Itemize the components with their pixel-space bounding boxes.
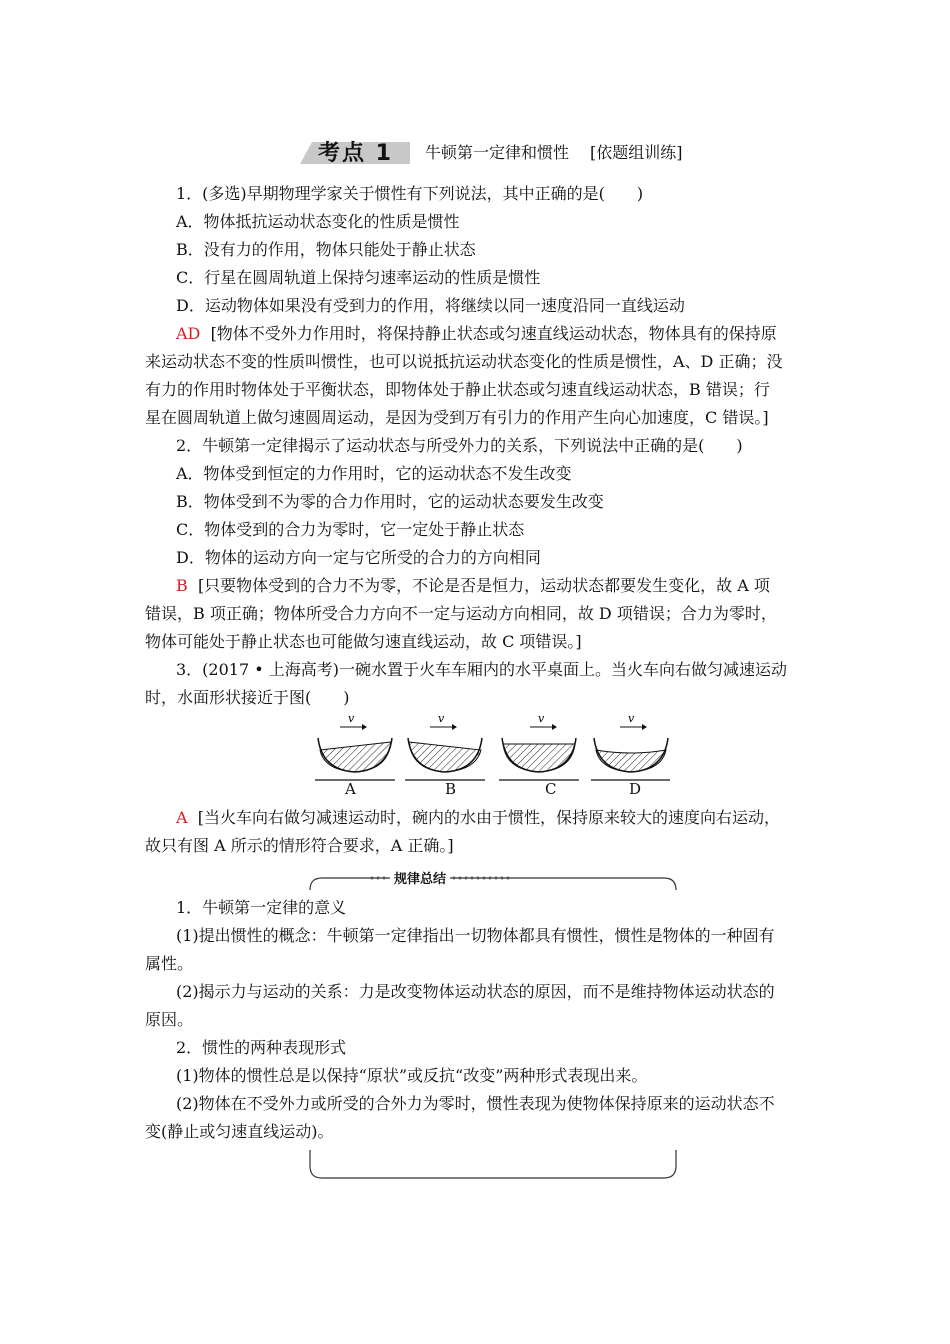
q1-stem: 1．(多选)早期物理学家关于惯性有下列说法，其中正确的是( ) bbox=[176, 184, 644, 203]
summary-line-5: 原因。 bbox=[145, 1010, 194, 1029]
q3-explanation-1: [当火车向右做匀减速运动时，碗内的水由于惯性，保持原来较大的速度向右运动， bbox=[197, 808, 780, 827]
q1-explanation-1: [物体不受外力作用时，将保持静止状态或匀速直线运动状态，物体具有的保持原 bbox=[210, 324, 777, 343]
figure-label-d: D bbox=[629, 780, 642, 798]
q2-option-a: A．物体受到恒定的力作用时，它的运动状态不发生改变 bbox=[176, 464, 572, 483]
q1-option-d: D．运动物体如果没有受到力的作用，将继续以同一速度沿同一直线运动 bbox=[176, 296, 685, 315]
q2-explanation-2: 错误，B 项正确；物体所受合力方向不一定与运动方向相同，故 D 项错误；合力为零时， bbox=[145, 604, 777, 623]
summary-line-3: 属性。 bbox=[145, 954, 194, 973]
summary-line-9: 变(静止或匀速直线运动)。 bbox=[145, 1122, 334, 1141]
bowl-d bbox=[591, 712, 670, 780]
q1-option-b: B．没有力的作用，物体只能处于静止状态 bbox=[176, 240, 476, 259]
q2-answer-line bbox=[176, 576, 770, 596]
q1-explanation-3: 有力的作用时物体处于平衡状态，即物体处于静止状态或匀速直线运动状态，B 错误；行 bbox=[145, 380, 770, 399]
velocity-label-d: v bbox=[628, 712, 635, 725]
q3-stem-2: 时，水面形状接近于图( ) bbox=[145, 688, 350, 707]
q2-stem: 2．牛顿第一定律揭示了运动状态与所受外力的关系，下列说法中正确的是( ) bbox=[176, 436, 743, 455]
bowl-a bbox=[315, 712, 395, 780]
section-title: 牛顿第一定律和惯性 bbox=[425, 143, 570, 162]
bowl-c bbox=[499, 712, 579, 780]
summary-title: 规律总结 bbox=[390, 868, 450, 887]
velocity-label-b: v bbox=[438, 712, 445, 725]
summary-line-7: (1)物体的惯性总是以保持“原状”或反抗“改变”两种形式表现出来。 bbox=[176, 1066, 648, 1085]
q2-explanation-1: [只要物体受到的合力不为零，不论是否是恒力，运动状态都要发生变化，故 A 项 bbox=[197, 576, 770, 595]
figure-label-a: A bbox=[345, 780, 356, 798]
summary-frame-bottom bbox=[308, 1150, 678, 1180]
q1-explanation-2: 来运动状态不变的性质叫惯性，也可以说抵抗运动状态变化的性质是惯性，A、D 正确；没 bbox=[145, 352, 783, 371]
velocity-label-c: v bbox=[538, 712, 545, 725]
q2-option-d: D．物体的运动方向一定与它所受的合力的方向相同 bbox=[176, 548, 541, 567]
summary-line-2: (1)提出惯性的概念：牛顿第一定律指出一切物体都具有惯性，惯性是物体的一种固有 bbox=[176, 926, 775, 945]
q1-option-c: C．行星在圆周轨道上保持匀速率运动的性质是惯性 bbox=[176, 268, 541, 287]
q2-option-b: B．物体受到不为零的合力作用时，它的运动状态要发生改变 bbox=[176, 492, 604, 511]
summary-frame-top bbox=[308, 870, 678, 892]
q3-explanation-2: 故只有图 A 所示的情形符合要求，A 正确。] bbox=[145, 836, 454, 855]
figure-label-c: C bbox=[545, 780, 557, 798]
q3-stem-1: 3．(2017 • 上海高考)一碗水置于火车车厢内的水平桌面上。当火车向右做匀减速运动 bbox=[176, 660, 787, 679]
bowl-figure bbox=[310, 710, 670, 800]
summary-line-1: 1．牛顿第一定律的意义 bbox=[176, 898, 347, 917]
summary-line-4: (2)揭示力与运动的关系：力是改变物体运动状态的原因，而不是维持物体运动状态的 bbox=[176, 982, 775, 1001]
velocity-label-a: v bbox=[348, 712, 355, 725]
q1-answer-line bbox=[176, 324, 777, 344]
section-tag: [依题组训练] bbox=[590, 143, 683, 162]
q2-explanation-3: 物体可能处于静止状态也可能做匀速直线运动，故 C 项错误。] bbox=[145, 632, 582, 651]
q1-explanation-4: 星在圆周轨道上做匀速圆周运动，是因为受到万有引力的作用产生向心加速度，C 错误。] bbox=[145, 408, 769, 427]
bowl-b bbox=[405, 712, 485, 780]
q3-answer-line bbox=[176, 808, 780, 828]
q3-answer: A bbox=[176, 808, 188, 827]
q1-answer: AD bbox=[176, 324, 201, 343]
section-badge: 考点 1 bbox=[318, 141, 393, 166]
summary-line-8: (2)物体在不受外力或所受的合外力为零时，惯性表现为使物体保持原来的运动状态不 bbox=[176, 1094, 775, 1113]
summary-line-6: 2．惯性的两种表现形式 bbox=[176, 1038, 347, 1057]
q2-option-c: C．物体受到的合力为零时，它一定处于静止状态 bbox=[176, 520, 525, 539]
figure-label-b: B bbox=[445, 780, 457, 798]
q1-option-a: A．物体抵抗运动状态变化的性质是惯性 bbox=[176, 212, 460, 231]
q2-answer: B bbox=[176, 576, 188, 595]
section-header bbox=[300, 134, 720, 168]
